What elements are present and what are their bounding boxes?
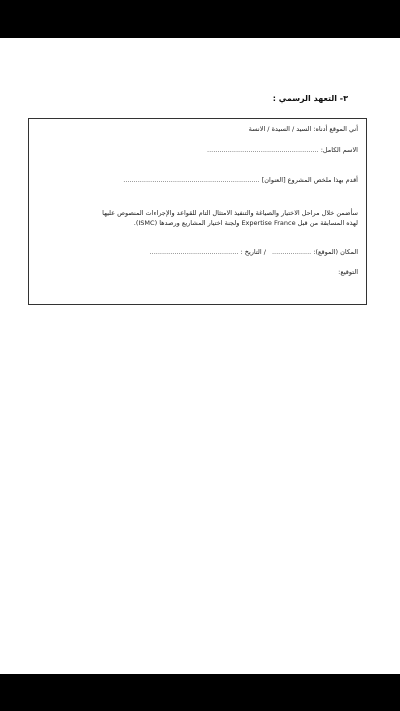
full-name-field: ...................................................... bbox=[207, 146, 319, 154]
project-title-field: .................................................................. bbox=[123, 176, 260, 184]
signature-label: التوقيع: bbox=[338, 268, 358, 276]
project-row bbox=[123, 176, 358, 185]
place-field: ................... bbox=[271, 248, 312, 256]
bottom-black-bar bbox=[0, 674, 400, 711]
place-date-row bbox=[150, 248, 358, 257]
intro-line: أني الموقع أدناه: السيد / السيدة / الانسة bbox=[248, 125, 358, 133]
top-black-bar bbox=[0, 0, 400, 38]
project-label: أقدم بهذا ملخص المشروع [العنوان] bbox=[261, 176, 358, 184]
commitment-text-line1: سأضمن خلال مراحل الاختيار والصياغة والتنفيذ الامتثال التام للقواعد والإجراءات المنصوص عليها bbox=[102, 209, 358, 217]
date-field: ........................................... bbox=[149, 248, 239, 256]
full-name-label: الاسم الكامل: bbox=[320, 146, 358, 154]
section-heading: ٣- التعهد الرسمي : bbox=[272, 94, 348, 103]
place-label: المكان (الموقع): bbox=[313, 248, 358, 256]
full-name-row bbox=[207, 146, 358, 155]
commitment-form-box bbox=[28, 118, 367, 305]
document-page bbox=[0, 38, 400, 674]
commitment-text-line2: لهذه المسابقة من قبل Expertise France ولجنة اختيار المشاريع ورصدها (ISMC). bbox=[133, 219, 358, 227]
date-label: / التاريخ : bbox=[240, 248, 266, 256]
